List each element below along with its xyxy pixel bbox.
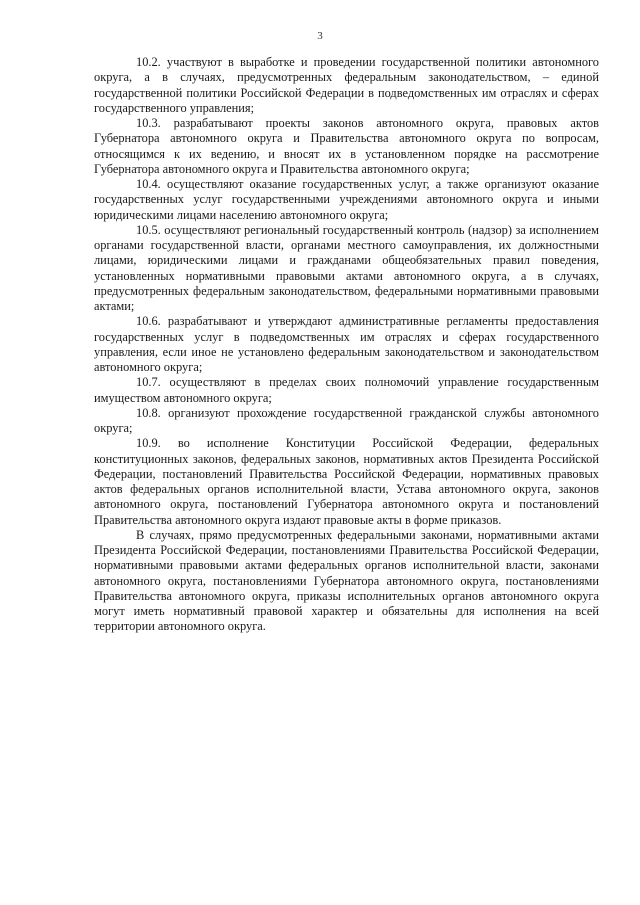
paragraph-10-3: 10.3. разрабатывают проекты законов автономного округа, правовых актов Губернатора автономного округа и Правительства автономного округа по вопросам, относящимся к их ведению, и вносят их в установленном порядке на рассмотрение Губернатора автономного округа и Правительства автономного округа;	[94, 116, 599, 176]
paragraph-10-7: 10.7. осуществляют в пределах своих полномочий управление государственным имуществом автономного округа;	[94, 375, 599, 405]
paragraph-normative-acts: В случаях, прямо предусмотренных федеральными законами, нормативными актами Президента Российской Федерации, постановлениями Правительства Российской Федерации, нормативными правовыми актами федеральных органов исполнительной власти, законами автономного округа, постановлениями Губернатора автономного округа, постановлениями Правительства автономного округа, приказы исполнительных органов автономного округа могут иметь нормативный правовой характер и обязательны для исполнения на всей территории автономного округа.	[94, 527, 599, 634]
paragraph-10-2: 10.2. участвуют в выработке и проведении государственной политики автономного округа, а в случаях, предусмотренных федеральным законодательством, – единой государственной политики Российской Федерации в подведомственных им отраслях и сферах государственного управления;	[94, 55, 599, 115]
paragraph-10-5: 10.5. осуществляют региональный государственный контроль (надзор) за исполнением органами государственной власти, органами местного самоуправления, их должностными лицами, юридическими лицами и гражданами общеобязательных правил поведения, установленных нормативными правовыми актами автономного округа, а в случаях, предусмотренных федеральным законодательством, федеральными нормативными правовыми актами;	[94, 222, 599, 313]
paragraph-10-8: 10.8. организуют прохождение государственной гражданской службы автономного округа;	[94, 405, 599, 435]
paragraph-10-6: 10.6. разрабатывают и утверждают административные регламенты предоставления государственных услуг в подведомственных им отраслях и сферах государственного управления, если иное не установлено федеральным законодательством и законодательством автономного округа;	[94, 314, 599, 374]
paragraph-10-4: 10.4. осуществляют оказание государственных услуг, а также организуют оказание государственных услуг государственными учреждениями автономного округа и иными юридическими лицами населению автономного округа;	[94, 177, 599, 222]
document-body	[94, 55, 599, 635]
page-number: 3	[317, 30, 323, 42]
paragraph-10-9: 10.9. во исполнение Конституции Российской Федерации, федеральных конституционных законов, федеральных законов, нормативных актов Президента Российской Федерации, постановлений Правительства Российской Федерации, нормативных правовых актов федеральных органов исполнительной власти, Устава автономного округа, законов автономного округа, постановлений Губернатора автономного округа и постановлений Правительства автономного округа издают правовые акты в форме приказов.	[94, 436, 599, 527]
